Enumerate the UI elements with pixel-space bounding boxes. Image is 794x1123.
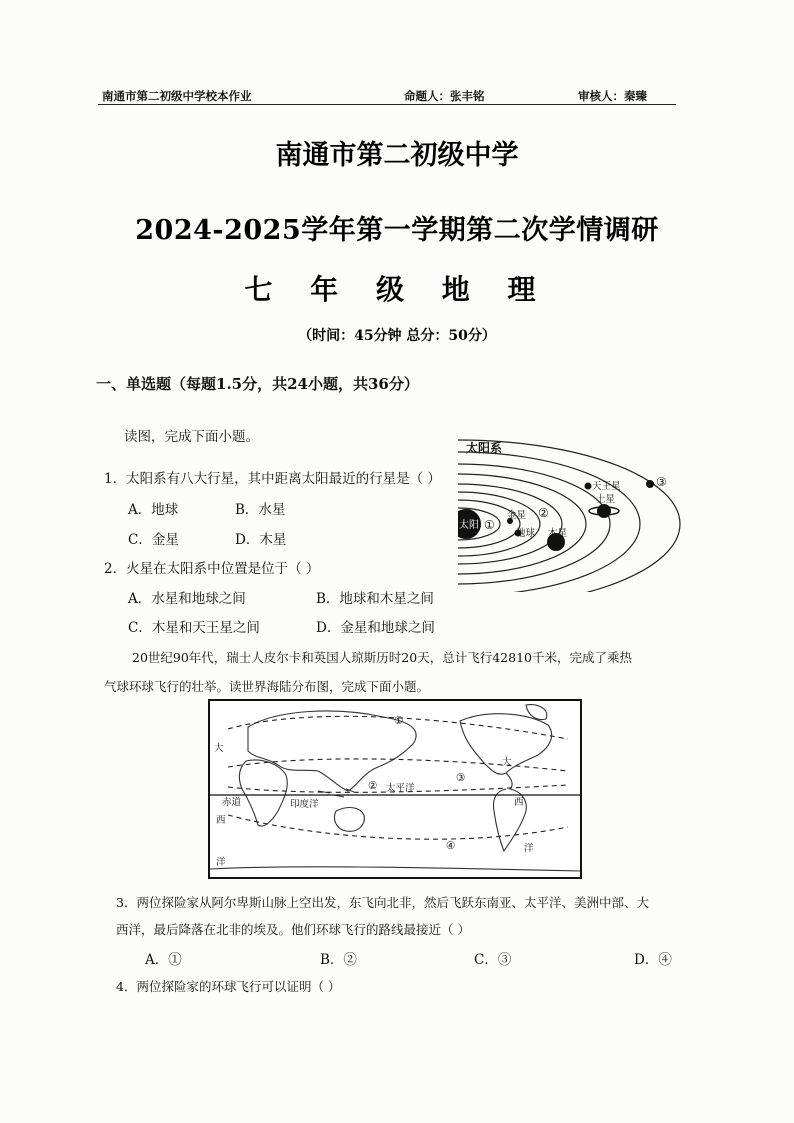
marker-3: ③ xyxy=(656,475,667,489)
question-3-stem-2: 西洋，最后降落在北非的埃及。他们环球飞行的路线最接近（ ） xyxy=(116,922,470,937)
solar-figure-title: 太阳系 xyxy=(466,441,503,455)
planet-3-dot xyxy=(646,480,654,488)
map-label-atlantic-4: 大 xyxy=(502,757,512,768)
map-marker-3: ③ xyxy=(456,772,466,784)
header-rule xyxy=(98,104,676,105)
question-1-stem: 1．太阳系有八大行星，其中距离太阳最近的行星是（ ） xyxy=(104,471,441,487)
question-2-option-d: D．金星和地球之间 xyxy=(316,620,435,636)
label-jupiter: 木星 xyxy=(548,528,568,539)
map-marker-1: ① xyxy=(394,715,404,727)
label-uranus: 天王星 xyxy=(592,481,621,492)
sun-label: 太阳 xyxy=(459,520,479,531)
header-reviewer: 审核人：秦臻 xyxy=(578,89,647,103)
map-label-atlantic-6: 洋 xyxy=(524,843,534,854)
map-label-indian-ocean: 印度洋 xyxy=(290,799,319,810)
question-3-option-c: C．③ xyxy=(474,952,512,968)
map-marker-2: ② xyxy=(368,780,378,792)
header-author: 命题人：张丰铭 xyxy=(404,89,485,103)
map-label-equator: 赤道 xyxy=(222,797,242,808)
question-3-option-d: D．④ xyxy=(634,952,672,968)
world-map-figure xyxy=(208,699,582,879)
uranus-dot xyxy=(585,483,592,490)
solar-system-figure xyxy=(458,436,694,592)
question-2-option-b: B．地球和木星之间 xyxy=(316,591,434,607)
question-1-option-d: D．木星 xyxy=(235,532,287,548)
map-label-pacific: 太平洋 xyxy=(386,783,415,794)
question-3-stem-1: 3．两位探险家从阿尔卑斯山脉上空出发，东飞向北非，然后飞跃东南亚、太平洋、美洲中部、大 xyxy=(116,895,649,910)
label-venus: 金星 xyxy=(507,510,527,521)
orbits xyxy=(458,440,680,592)
intro-text: 读图，完成下面小题。 xyxy=(124,429,259,445)
exam-meta: （时间：45分钟 总分：50分） xyxy=(298,328,496,344)
map-label-atlantic-3: 洋 xyxy=(216,857,226,868)
header-school-work: 南通市第二初级中学校本作业 xyxy=(102,89,252,103)
section-heading: 一、单选题（每题1.5分，共24小题，共36分） xyxy=(96,375,419,393)
question-3-option-a: A．① xyxy=(145,952,182,968)
subject-title: 七 年 级 地 理 xyxy=(244,273,550,306)
label-saturn: 土星 xyxy=(596,494,616,505)
map-label-atlantic-1: 大 xyxy=(214,743,224,754)
question-2-stem: 2．火星在太阳系中位置是位于（ ） xyxy=(104,561,320,577)
question-4-stem: 4．两位探险家的环球飞行可以证明（ ） xyxy=(116,979,341,994)
saturn-icon xyxy=(597,504,611,518)
map-marker-4: ④ xyxy=(446,840,456,852)
map-label-atlantic-2: 西 xyxy=(216,815,226,826)
question-2-option-c: C．木星和天王星之间 xyxy=(128,620,260,636)
question-2-option-a: A．水星和地球之间 xyxy=(128,591,246,607)
passage-line-1: 20世纪90年代，瑞士人皮尔卡和英国人琼斯历时20天，总计飞行42810千米，完成了乘热 xyxy=(132,650,632,665)
marker-2: ② xyxy=(538,506,549,520)
marker-1: ① xyxy=(484,518,495,532)
question-1-option-a: A．地球 xyxy=(128,502,179,518)
map-label-atlantic-5: 西 xyxy=(514,797,524,808)
question-1-option-c: C．金星 xyxy=(128,532,179,548)
exam-title: 2024-2025学年第一学期第二次学情调研 xyxy=(135,215,659,246)
passage-line-2: 气球环球飞行的壮举。读世界海陆分布图，完成下面小题。 xyxy=(104,679,430,694)
label-earth: 地球 xyxy=(516,528,536,539)
school-title: 南通市第二初级中学 xyxy=(275,140,519,171)
question-3-option-b: B．② xyxy=(320,952,357,968)
question-1-option-b: B．水星 xyxy=(235,502,286,518)
